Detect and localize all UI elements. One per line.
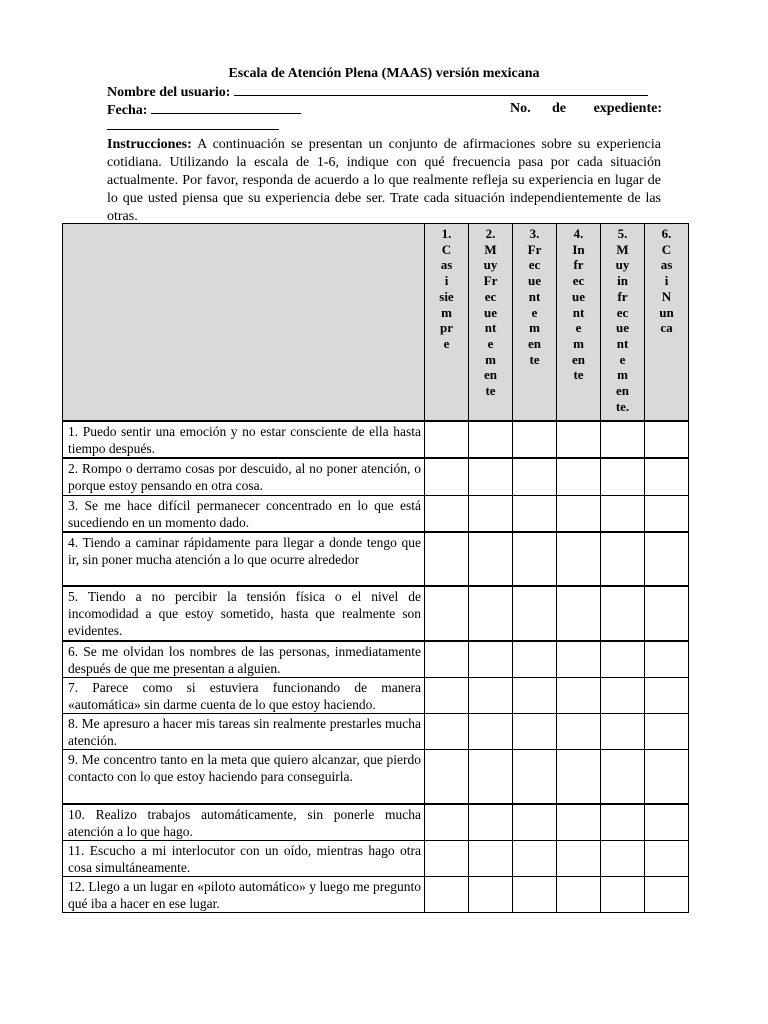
table-row xyxy=(63,532,689,586)
item-4-text: 4. Tiendo a caminar rápidamente para llegar a donde tengo que ir, sin poner mucha atención a lo que ocurre alrededor xyxy=(63,532,425,586)
item-12-option-6[interactable] xyxy=(645,877,689,913)
item-2-option-4[interactable] xyxy=(557,458,601,495)
table-row xyxy=(63,678,689,714)
item-10-option-2[interactable] xyxy=(469,804,513,841)
item-7-option-1[interactable] xyxy=(425,678,469,714)
item-2-option-3[interactable] xyxy=(513,458,557,495)
item-3-option-2[interactable] xyxy=(469,495,513,532)
item-3-option-1[interactable] xyxy=(425,495,469,532)
item-1-option-5[interactable] xyxy=(601,421,645,458)
item-12-text: 12. Llego a un lugar en «piloto automático» y luego me pregunto qué iba a hacer en ese lugar. xyxy=(63,877,425,913)
item-9-option-3[interactable] xyxy=(513,750,557,804)
item-1-option-1[interactable] xyxy=(425,421,469,458)
item-7-option-6[interactable] xyxy=(645,678,689,714)
table-row xyxy=(63,495,689,532)
record-number-field[interactable] xyxy=(107,117,279,130)
item-1-option-4[interactable] xyxy=(557,421,601,458)
item-9-text: 9. Me concentro tanto en la meta que quiero alcanzar, que pierdo contacto con lo que estoy haciendo para conseguirla. xyxy=(63,750,425,804)
item-9-option-4[interactable] xyxy=(557,750,601,804)
instructions-label: Instrucciones: xyxy=(107,137,192,152)
option-3-label: 3. Fr ec ue nt e m en te xyxy=(527,226,542,367)
table-row xyxy=(63,877,689,913)
item-9-option-5[interactable] xyxy=(601,750,645,804)
item-10-option-6[interactable] xyxy=(645,804,689,841)
item-6-option-6[interactable] xyxy=(645,641,689,678)
item-11-option-5[interactable] xyxy=(601,841,645,877)
user-name-label: Nombre del usuario: xyxy=(107,85,231,100)
item-7-option-5[interactable] xyxy=(601,678,645,714)
table-row xyxy=(63,586,689,641)
document-title: Escala de Atención Plena (MAAS) versión mexicana xyxy=(228,66,540,81)
item-8-option-4[interactable] xyxy=(557,714,601,750)
item-5-option-6[interactable] xyxy=(645,586,689,641)
item-4-option-1[interactable] xyxy=(425,532,469,586)
item-6-option-1[interactable] xyxy=(425,641,469,678)
item-5-option-1[interactable] xyxy=(425,586,469,641)
item-10-option-4[interactable] xyxy=(557,804,601,841)
item-5-option-2[interactable] xyxy=(469,586,513,641)
item-10-option-5[interactable] xyxy=(601,804,645,841)
header-option-5 xyxy=(601,224,645,422)
item-6-option-3[interactable] xyxy=(513,641,557,678)
item-8-option-3[interactable] xyxy=(513,714,557,750)
item-1-option-6[interactable] xyxy=(645,421,689,458)
item-10-option-1[interactable] xyxy=(425,804,469,841)
header-option-3 xyxy=(513,224,557,422)
option-5-label: 5. M uy in fr ec ue nt e m en te. xyxy=(615,226,630,414)
header-option-1 xyxy=(425,224,469,422)
item-6-option-4[interactable] xyxy=(557,641,601,678)
item-9-option-2[interactable] xyxy=(469,750,513,804)
item-8-option-6[interactable] xyxy=(645,714,689,750)
item-7-option-3[interactable] xyxy=(513,678,557,714)
item-3-option-3[interactable] xyxy=(513,495,557,532)
table-row xyxy=(63,458,689,495)
item-9-option-6[interactable] xyxy=(645,750,689,804)
user-name-field[interactable] xyxy=(234,83,648,96)
item-4-option-3[interactable] xyxy=(513,532,557,586)
item-8-option-1[interactable] xyxy=(425,714,469,750)
item-11-text: 11. Escucho a mi interlocutor con un oído, mientras hago otra cosa simultáneamente. xyxy=(63,841,425,877)
item-4-option-2[interactable] xyxy=(469,532,513,586)
record-no-word: No. xyxy=(510,101,531,116)
item-11-option-3[interactable] xyxy=(513,841,557,877)
item-2-option-5[interactable] xyxy=(601,458,645,495)
item-8-text: 8. Me apresuro a hacer mis tareas sin realmente prestarles mucha atención. xyxy=(63,714,425,750)
item-12-option-2[interactable] xyxy=(469,877,513,913)
instructions-paragraph xyxy=(107,136,661,226)
item-2-text: 2. Rompo o derramo cosas por descuido, al no poner atención, o porque estoy pensando en otra cosa. xyxy=(63,458,425,495)
item-5-option-3[interactable] xyxy=(513,586,557,641)
option-4-label: 4. In fr ec ue nt e m en te xyxy=(572,226,585,383)
item-4-option-6[interactable] xyxy=(645,532,689,586)
item-12-option-5[interactable] xyxy=(601,877,645,913)
item-2-option-6[interactable] xyxy=(645,458,689,495)
item-9-option-1[interactable] xyxy=(425,750,469,804)
item-6-option-2[interactable] xyxy=(469,641,513,678)
table-row xyxy=(63,804,689,841)
item-5-text: 5. Tiendo a no percibir la tensión física o el nivel de incomodidad a que estoy sometido, hasta que realmente son evidentes. xyxy=(63,586,425,641)
item-11-option-6[interactable] xyxy=(645,841,689,877)
item-4-option-5[interactable] xyxy=(601,532,645,586)
maas-table xyxy=(62,223,689,913)
table-row xyxy=(63,421,689,458)
table-row xyxy=(63,714,689,750)
item-12-option-4[interactable] xyxy=(557,877,601,913)
item-7-text: 7. Parece como si estuviera funcionando de manera «automática» sin darme cuenta de lo que estoy haciendo. xyxy=(63,678,425,714)
header-option-2 xyxy=(469,224,513,422)
header-blank-cell xyxy=(63,224,425,422)
table-row xyxy=(63,841,689,877)
item-4-option-4[interactable] xyxy=(557,532,601,586)
date-label: Fecha: xyxy=(107,103,148,118)
item-3-option-4[interactable] xyxy=(557,495,601,532)
record-de-word: de xyxy=(552,101,566,116)
item-10-option-3[interactable] xyxy=(513,804,557,841)
item-8-option-2[interactable] xyxy=(469,714,513,750)
instructions-text: A continuación se presentan un conjunto de afirmaciones sobre su experiencia cotidiana. Utilizando la escala de 1-6, indique con qué frecuencia pasa por cada situación actualmente. Por favor, responda de acuerdo a lo que realmente refleja su experiencia en lugar de lo que usted piensa que su experiencia debe ser. Trate cada situación independientemente de las otras. xyxy=(107,137,661,224)
header-option-6 xyxy=(645,224,689,422)
header-option-4 xyxy=(557,224,601,422)
record-exp-word: expediente: xyxy=(593,101,662,116)
item-5-option-5[interactable] xyxy=(601,586,645,641)
item-2-option-2[interactable] xyxy=(469,458,513,495)
item-6-option-5[interactable] xyxy=(601,641,645,678)
user-name-line xyxy=(107,83,662,101)
option-6-label: 6. C as i N un ca xyxy=(659,226,674,336)
item-12-option-1[interactable] xyxy=(425,877,469,913)
item-2-option-1[interactable] xyxy=(425,458,469,495)
item-7-option-4[interactable] xyxy=(557,678,601,714)
option-2-label: 2. M uy Fr ec ue nt e m en te xyxy=(483,226,498,399)
item-8-option-5[interactable] xyxy=(601,714,645,750)
item-11-option-1[interactable] xyxy=(425,841,469,877)
option-1-label: 1. C as i sie m pr e xyxy=(439,226,454,351)
item-12-option-3[interactable] xyxy=(513,877,557,913)
item-1-text: 1. Puedo sentir una emoción y no estar consciente de ella hasta tiempo después. xyxy=(63,421,425,458)
item-1-option-3[interactable] xyxy=(513,421,557,458)
item-1-option-2[interactable] xyxy=(469,421,513,458)
item-10-text: 10. Realizo trabajos automáticamente, sin ponerle mucha atención a lo que hago. xyxy=(63,804,425,841)
table-header-row xyxy=(63,224,689,422)
item-6-text: 6. Se me olvidan los nombres de las personas, inmediatamente después de que me presentan a alguien. xyxy=(63,641,425,678)
item-11-option-4[interactable] xyxy=(557,841,601,877)
table-row xyxy=(63,641,689,678)
item-7-option-2[interactable] xyxy=(469,678,513,714)
item-11-option-2[interactable] xyxy=(469,841,513,877)
item-5-option-4[interactable] xyxy=(557,586,601,641)
date-field[interactable] xyxy=(151,101,301,114)
item-3-option-5[interactable] xyxy=(601,495,645,532)
item-3-option-6[interactable] xyxy=(645,495,689,532)
table-row xyxy=(63,750,689,804)
item-3-text: 3. Se me hace difícil permanecer concentrado en lo que está sucediendo en un momento dado. xyxy=(63,495,425,532)
